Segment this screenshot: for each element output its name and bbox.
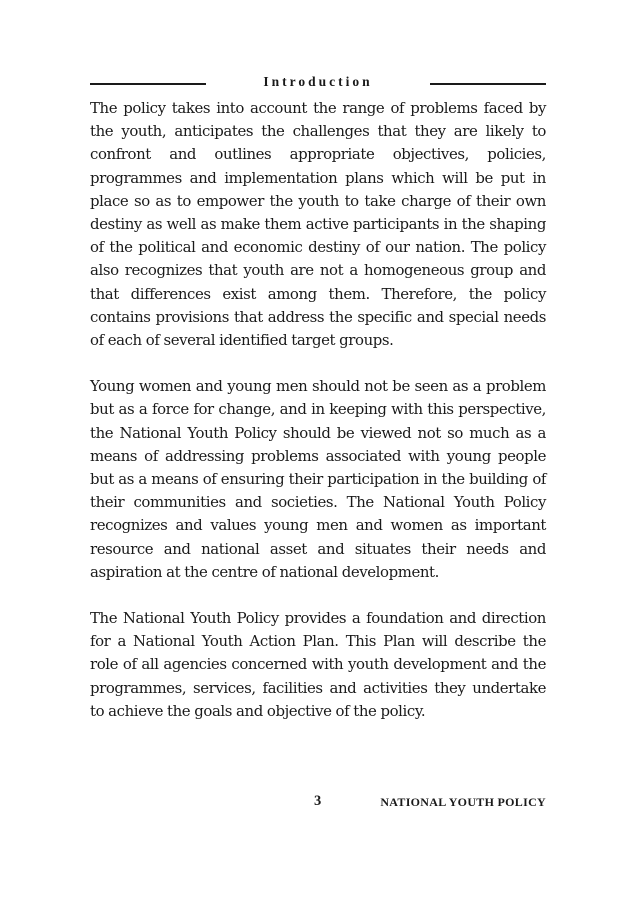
section-title: Introduction (263, 74, 373, 89)
running-header (90, 70, 546, 98)
paragraph-1: The policy takes into account the range of problems faced by the youth, anticipates the challenges that they are likely to confront and outlines appropriate objectives, policies, programmes and implementation plans which will be put in place so as to empower the youth to take charge of their own destiny as well as make them active participants in the shaping of the political and economic destiny of our nation. The policy also recognizes that youth are not a homogeneous group and that differences exist among them. Therefore, the policy contains provisions that address the specific and special needs of each of several identified target groups. (90, 99, 546, 350)
body-text (90, 97, 546, 723)
paragraph-3: The National Youth Policy provides a foundation and direction for a National Youth Action Plan. This Plan will describe the role of all agencies concerned with youth development and the programmes, services, facilities and activities they undertake to achieve the goals and objective of the policy. (90, 609, 546, 720)
page-footer (90, 793, 546, 813)
page-number: 3 (314, 793, 322, 809)
footer-document-title: NATIONAL YOUTH POLICY (380, 795, 546, 809)
header-rule-right (430, 83, 546, 85)
paragraph-2: Young women and young men should not be seen as a problem but as a force for change, and in keeping with this perspective, the National Youth Policy should be viewed not so much as a means of addressing problems associated with young people but as a means of ensuring their participation in the building of their communities and societies. The National Youth Policy recognizes and values young men and women as important resource and national asset and situates their needs and aspiration at the centre of national development. (90, 377, 546, 581)
